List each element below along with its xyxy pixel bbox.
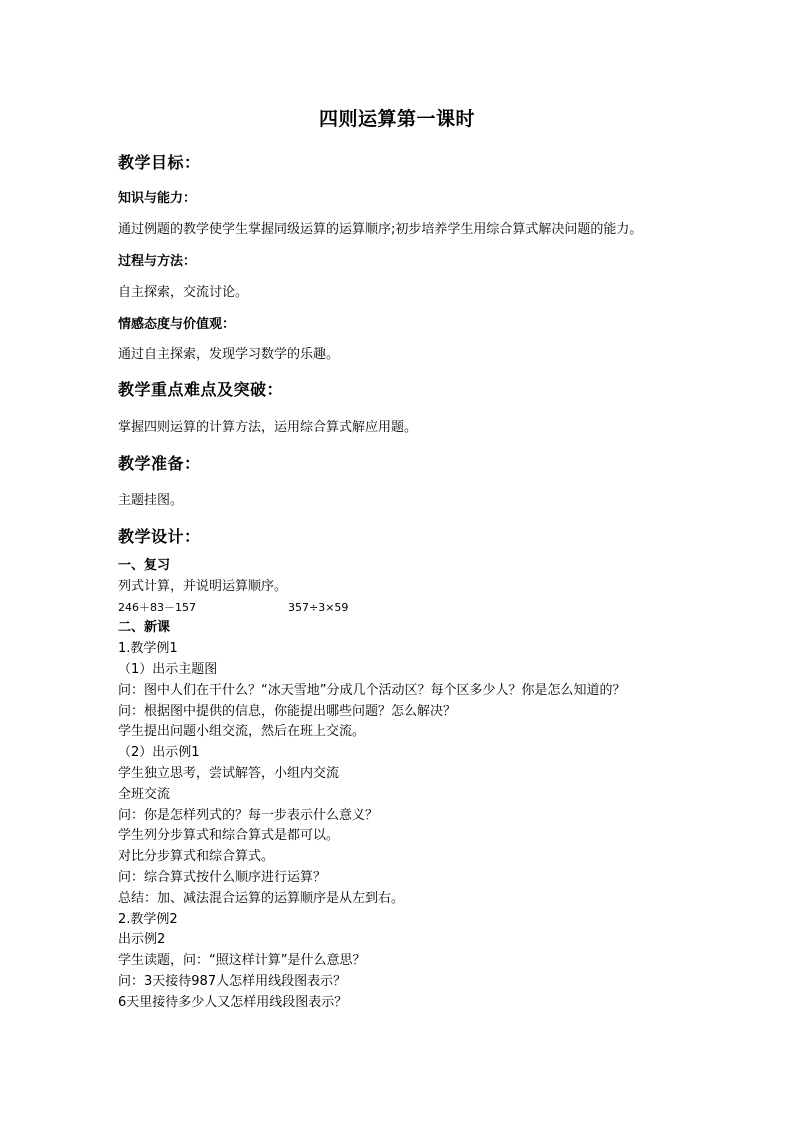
- body-line: 问：你是怎样列式的？每一步表示什么意义？: [118, 807, 379, 823]
- body-line: 学生读题，问：“照这样计算”是什么意思？: [118, 953, 366, 969]
- emotion-text: 通过自主探索，发现学习数学的乐趣。: [118, 347, 340, 362]
- body-line: 1.教学例1: [118, 641, 178, 657]
- new-lesson-heading: 二、新课: [118, 620, 171, 636]
- preparation-heading: 教学准备：: [118, 454, 201, 473]
- body-line: 6天里接待多少人又怎样用线段图表示？: [118, 994, 348, 1010]
- body-line: 学生提出问题小组交流，然后在班上交流。: [118, 724, 366, 740]
- review-expression-2: 357÷3×59: [288, 600, 349, 614]
- body-line: 对比分步算式和综合算式。: [118, 849, 275, 865]
- body-line: 问：3天接待987人怎样用线段图表示？: [118, 973, 347, 989]
- emotion-heading: 情感态度与价值观：: [118, 317, 236, 332]
- objectives-heading: 教学目标：: [118, 153, 201, 172]
- key-points-heading: 教学重点难点及突破：: [118, 380, 284, 399]
- knowledge-heading: 知识与能力：: [118, 191, 197, 206]
- review-expressions: [118, 598, 625, 619]
- body-line: （1）出示主题图: [118, 661, 218, 677]
- body-line: 问：图中人们在干什么？“冰天雪地”分成几个活动区？每个区多少人？你是怎么知道的？: [118, 682, 626, 698]
- process-text: 自主探索，交流讨论。: [118, 285, 249, 300]
- body-line: 学生列分步算式和综合算式是都可以。: [118, 828, 340, 844]
- key-points-text: 掌握四则运算的计算方法，运用综合算式解应用题。: [118, 420, 418, 435]
- body-line: 学生独立思考，尝试解答，小组内交流: [118, 765, 340, 781]
- body-line: 出示例2: [118, 932, 166, 948]
- document-title: 四则运算第一课时: [318, 108, 475, 130]
- body-line: 问：综合算式按什么顺序进行运算？: [118, 869, 327, 885]
- body-line: （2）出示例1: [118, 745, 200, 761]
- knowledge-text: 通过例题的教学使学生掌握同级运算的运算顺序;初步培养学生用综合算式解决问题的能力。: [118, 222, 643, 237]
- body-line: 问：根据图中提供的信息，你能提出哪些问题？怎么解决？: [118, 703, 457, 719]
- review-text: 列式计算，并说明运算顺序。: [118, 578, 288, 594]
- preparation-text: 主题挂图。: [118, 493, 184, 508]
- review-heading: 一、复习: [118, 558, 171, 573]
- process-heading: 过程与方法：: [118, 254, 197, 269]
- design-heading: 教学设计：: [118, 527, 201, 546]
- body-line: 总结：加、减法混合运算的运算顺序是从左到右。: [118, 890, 405, 906]
- review-expression-1: 246＋83－157: [118, 600, 196, 614]
- body-line: 全班交流: [118, 786, 171, 802]
- design-body: [118, 556, 625, 1014]
- body-line: 2.教学例2: [118, 911, 178, 927]
